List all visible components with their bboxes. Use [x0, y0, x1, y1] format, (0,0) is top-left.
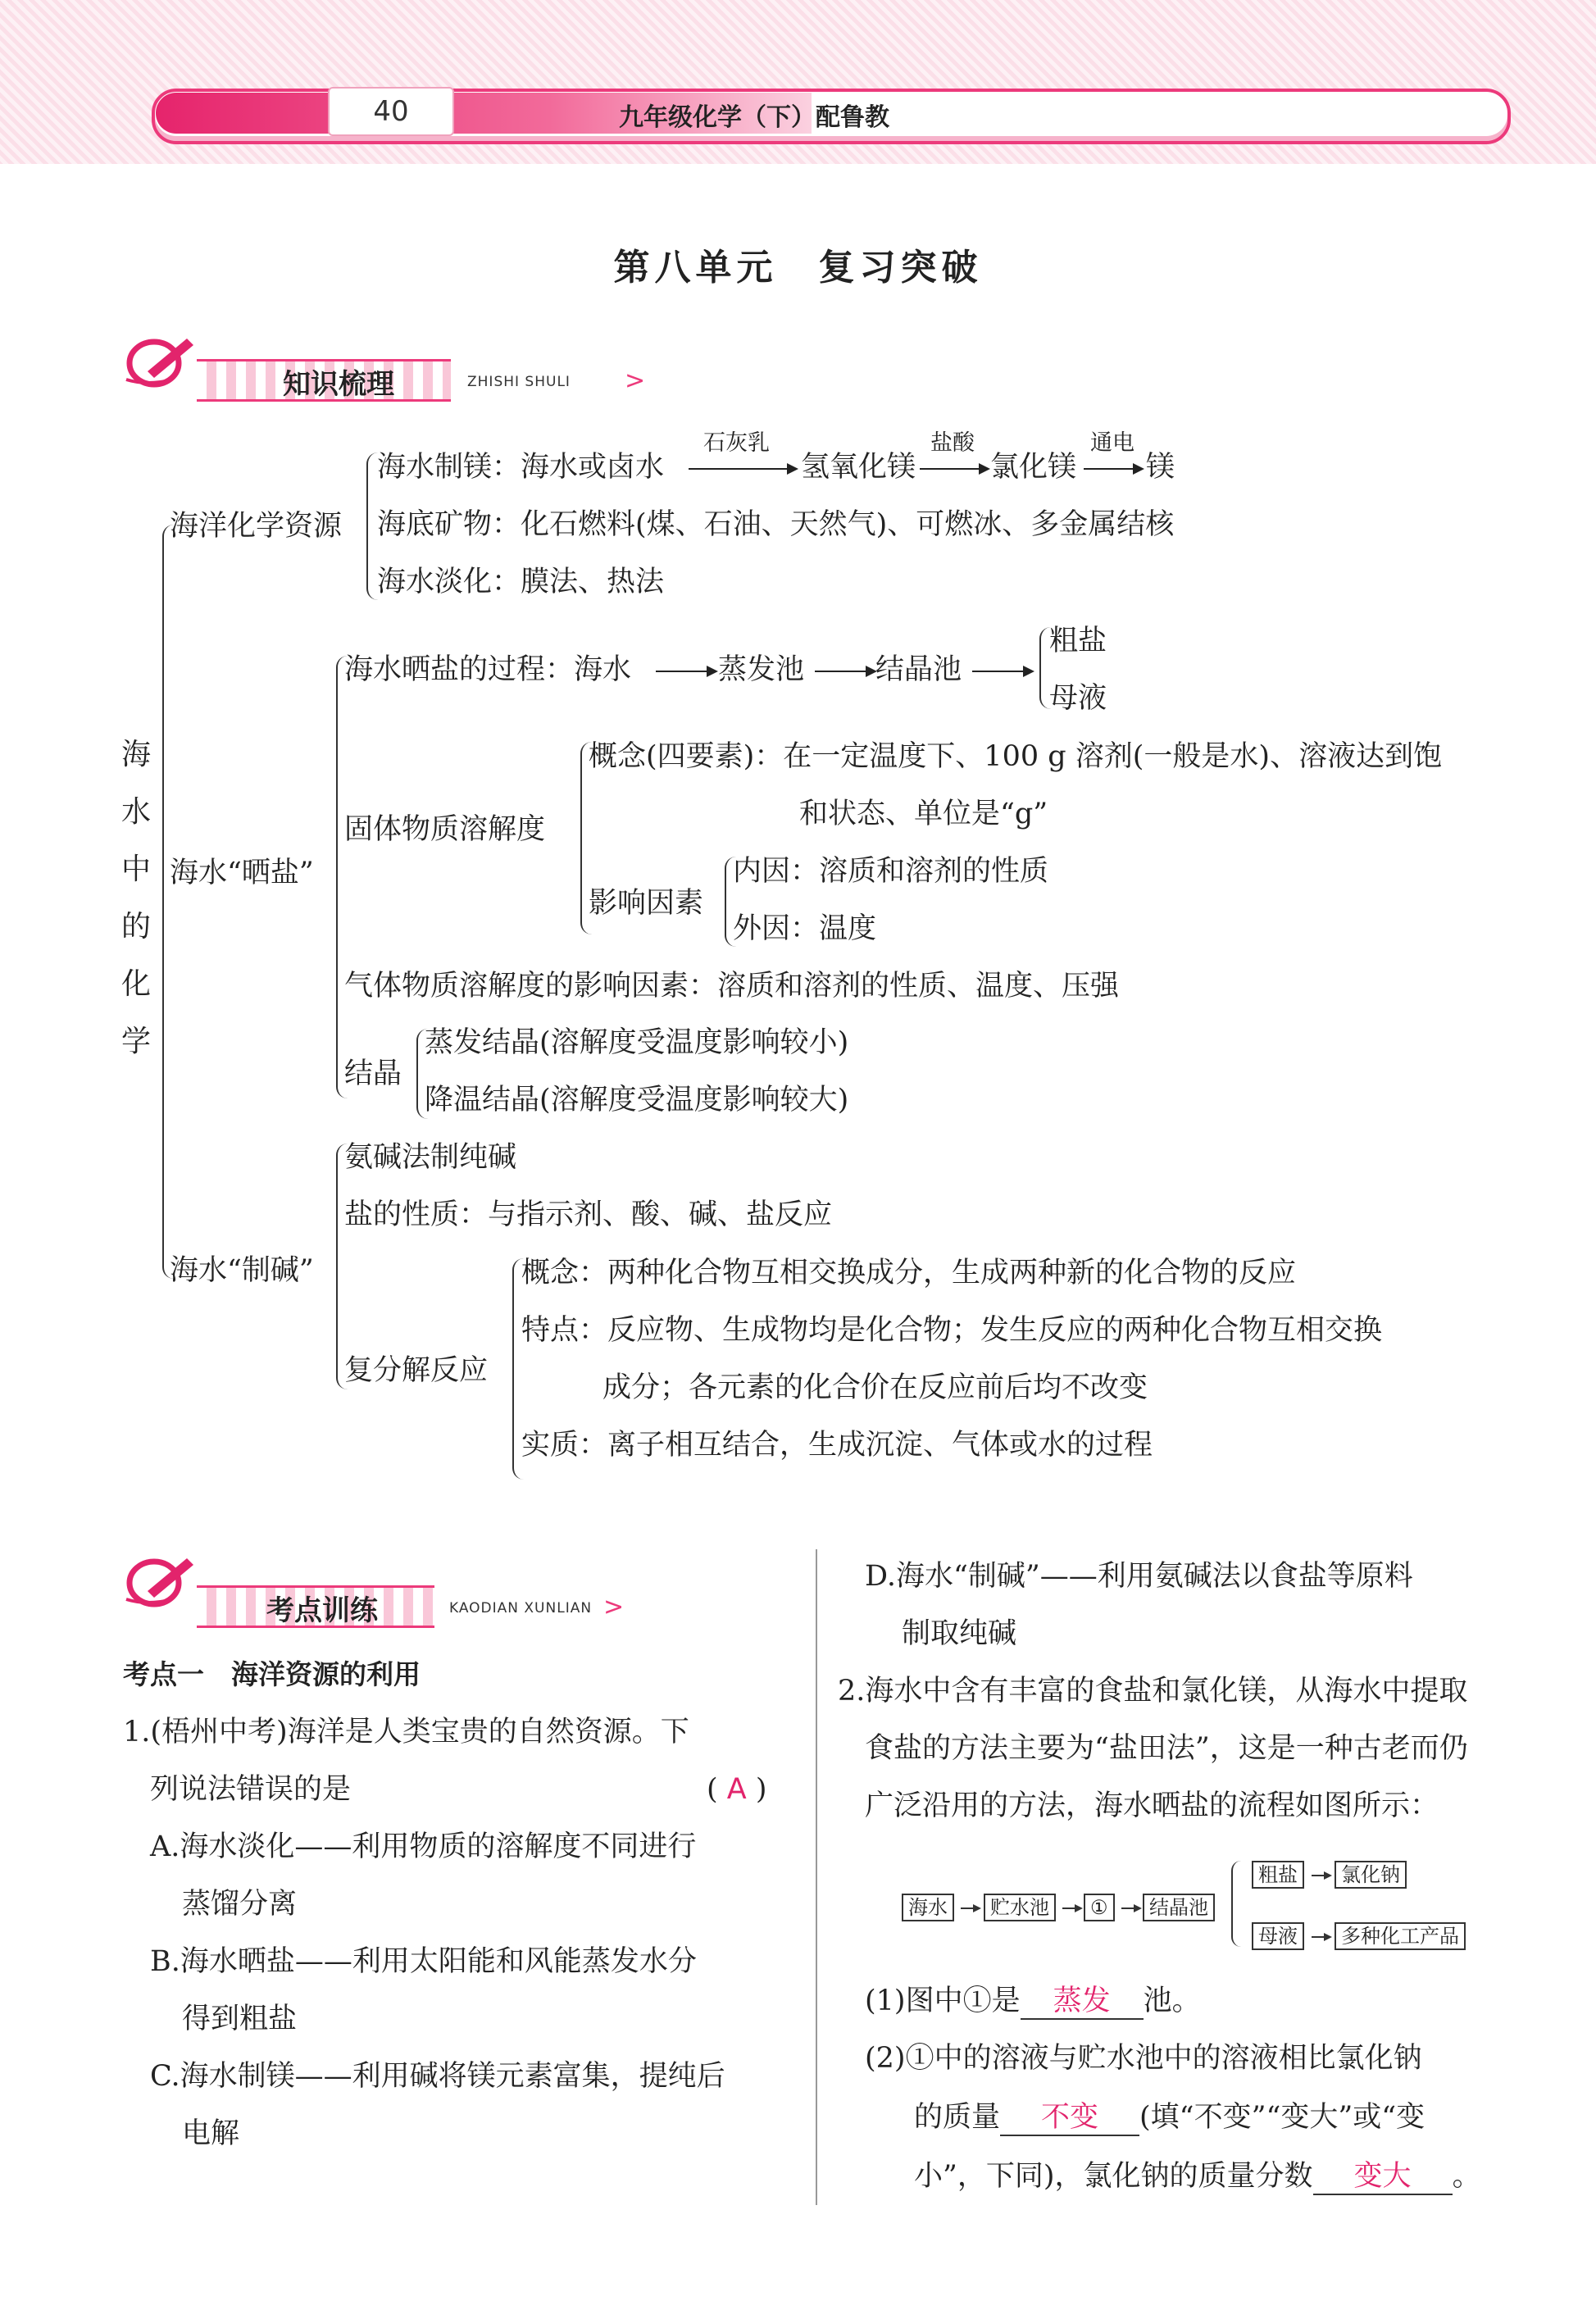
dd-feature-2: 成分；各元素的化合价在反应前后均不改变 [602, 1371, 1148, 1404]
flow-circle-step: ① [1084, 1894, 1115, 1921]
crude-salt: 粗盐 [1049, 625, 1107, 657]
q1-option-d: D.海水“制碱”——利用氨碱法以食盐等原料 [865, 1560, 1413, 1593]
section-pinyin: ZHISHI SHULI [467, 374, 571, 390]
q2-sub2-line-2 [914, 2100, 1425, 2136]
minerals-line: 海底矿物：化石燃料(煤、石油、天然气)、可燃冰、多金属结核 [377, 508, 1175, 541]
q2-sub2-line-1: (2)①中的溶液与贮水池中的溶液相比氯化钠 [865, 2042, 1422, 2075]
salt-process-step: 结晶池 [875, 653, 962, 686]
evaporation-cryst: 蒸发结晶(溶解度受温度影响较小) [425, 1026, 849, 1059]
arrow [1121, 1907, 1139, 1909]
q2-line-2: 食盐的方法主要为“盐田法”，这是一种古老而仍 [865, 1732, 1468, 1765]
dd-feature-1: 特点：反应物、生成物均是化合物；发生反应的两种化合物互相交换 [521, 1314, 1383, 1347]
double-decomposition: 复分解反应 [344, 1354, 489, 1387]
q2-sub1-answer: 蒸发 [1053, 1985, 1111, 2017]
arrow-label: 通电 [1090, 430, 1134, 456]
q2-sub1-suffix: 池。 [1143, 1985, 1201, 2017]
column-divider [816, 1549, 817, 2205]
q2-line-3: 广泛沿用的方法，海水晒盐的流程如图所示： [865, 1789, 1439, 1822]
concept-line-1: 概念(四要素)：在一定温度下、100 g 溶剂(一般是水)、溶液达到饱 [589, 740, 1443, 773]
mg-product: 氯化镁 [990, 451, 1077, 484]
cooling-cryst: 降温结晶(溶解度受温度影响较大) [425, 1084, 849, 1116]
q2-sub2-suffix: (填“不变”“变大”或“变 [1139, 2101, 1425, 2134]
salt-process-step: 蒸发池 [718, 653, 805, 686]
branch-alkali: 海水“制碱” [170, 1254, 314, 1287]
q1-line-1: 1.(梧州中考)海洋是人类宝贵的自然资源。下 [123, 1716, 689, 1748]
flow-nacl: 氯化钠 [1335, 1861, 1407, 1889]
mg-product: 镁 [1146, 451, 1175, 484]
brace [366, 452, 378, 600]
q1-option-a: A.海水淡化——利用物质的溶解度不同进行 [150, 1830, 697, 1863]
brace [336, 656, 348, 1098]
branch-salt: 海水“晒盐” [170, 857, 314, 889]
desal-line: 海水淡化：膜法、热法 [377, 566, 665, 598]
dd-concept: 概念：两种化合物互相交换成分，生成两种新的化合物的反应 [521, 1257, 1297, 1289]
arrow [961, 1907, 979, 1909]
crystallization-label: 结晶 [344, 1057, 402, 1090]
section-title-knowledge: 知识梳理 [283, 368, 394, 401]
q2-sub2-answer1: 不变 [1041, 2101, 1099, 2134]
book-title: 九年级化学（下）配鲁教 [619, 103, 889, 132]
flow-products: 多种化工产品 [1335, 1922, 1466, 1950]
chevron-right-icon: > [603, 1593, 625, 1621]
dd-essence: 实质：离子相互结合，生成沉淀、气体或水的过程 [521, 1429, 1153, 1462]
q2-sub1-prefix: (1)图中①是 [865, 1985, 1021, 2017]
flow-crude-salt: 粗盐 [1252, 1861, 1304, 1889]
root-char: 中 [121, 853, 152, 886]
salt-properties: 盐的性质：与指示剂、酸、碱、盐反应 [344, 1198, 833, 1231]
arrow [656, 671, 715, 672]
external-factor: 外因：温度 [733, 912, 877, 945]
root-char: 学 [121, 1025, 152, 1058]
internal-factor: 内因：溶质和溶剂的性质 [733, 855, 1049, 888]
arrow [1062, 1907, 1080, 1909]
flow-cryst-pool: 结晶池 [1143, 1894, 1215, 1921]
q1-option-b-cont: 得到粗盐 [182, 2003, 298, 2035]
q2-sub2-prefix: 的质量 [914, 2101, 1001, 2134]
root-char: 的 [121, 910, 152, 944]
pen-icon [123, 1552, 197, 1609]
solid-solubility: 固体物质溶解度 [344, 813, 546, 846]
topic-heading: 考点一 海洋资源的利用 [123, 1658, 421, 1690]
concept-line-2: 和状态、单位是“g” [799, 798, 1048, 830]
arrow [1084, 468, 1141, 470]
q1-answer: A [726, 1773, 747, 1806]
gas-solubility: 气体物质溶解度的影响因素：溶质和溶剂的性质、温度、压强 [344, 970, 1120, 1003]
q2-line-1: 2.海水中含有丰富的食盐和氯化镁，从海水中提取 [838, 1675, 1468, 1707]
section-pinyin: KAODIAN XUNLIAN [449, 1600, 593, 1616]
mg-prefix: 海水制镁：海水或卤水 [377, 451, 665, 484]
ammonia-soda: 氨碱法制纯碱 [344, 1141, 517, 1174]
section-title-practice: 考点训练 [266, 1594, 378, 1627]
flow-storage: 贮水池 [984, 1894, 1056, 1921]
q1-option-b: B.海水晒盐——利用太阳能和风能蒸发水分 [150, 1945, 697, 1978]
q2-sub2-answer2: 变大 [1353, 2160, 1412, 2193]
arrow [972, 671, 1031, 672]
mother-liquor: 母液 [1049, 682, 1107, 715]
arrow [689, 468, 795, 470]
root-char: 海 [121, 738, 152, 771]
factors-label: 影响因素 [589, 887, 704, 920]
brace [336, 1144, 348, 1389]
unit-title: 第八单元 复习突破 [613, 247, 983, 289]
flow-seawater: 海水 [902, 1894, 954, 1921]
q2-sub2-suffix-2: 。 [1452, 2160, 1481, 2193]
flow-mother: 母液 [1252, 1922, 1304, 1950]
q2-sub2-prefix-2: 小”，下同)，氯化钠的质量分数 [914, 2160, 1313, 2193]
arrow [920, 468, 987, 470]
brace [1231, 1861, 1241, 1947]
q1-line-2: 列说法错误的是 [150, 1773, 352, 1806]
q2-sub1 [865, 1984, 1201, 2020]
root-char: 化 [121, 967, 152, 1001]
chevron-right-icon: > [625, 366, 646, 395]
arrow [815, 671, 874, 672]
branch-marine: 海洋化学资源 [170, 510, 343, 543]
arrow-label: 盐酸 [930, 430, 975, 456]
pen-icon [123, 332, 197, 389]
mg-product: 氢氧化镁 [801, 451, 916, 484]
q1-option-d-cont: 制取纯碱 [902, 1617, 1017, 1650]
q1-option-c: C.海水制镁——利用碱将镁元素富集，提纯后 [150, 2060, 725, 2093]
arrow-label: 石灰乳 [703, 430, 770, 456]
page-number: 40 [328, 87, 454, 136]
brace [162, 525, 175, 1279]
q1-option-a-cont: 蒸馏分离 [182, 1888, 298, 1921]
q2-sub2-line-3 [914, 2159, 1481, 2195]
arrow [1312, 1936, 1330, 1938]
arrow [1312, 1875, 1330, 1876]
salt-process: 海水晒盐的过程：海水 [344, 653, 632, 686]
root-char: 水 [121, 795, 152, 829]
q1-option-c-cont: 电解 [182, 2117, 240, 2150]
q1-answer-paren: ( A ) [707, 1773, 767, 1806]
